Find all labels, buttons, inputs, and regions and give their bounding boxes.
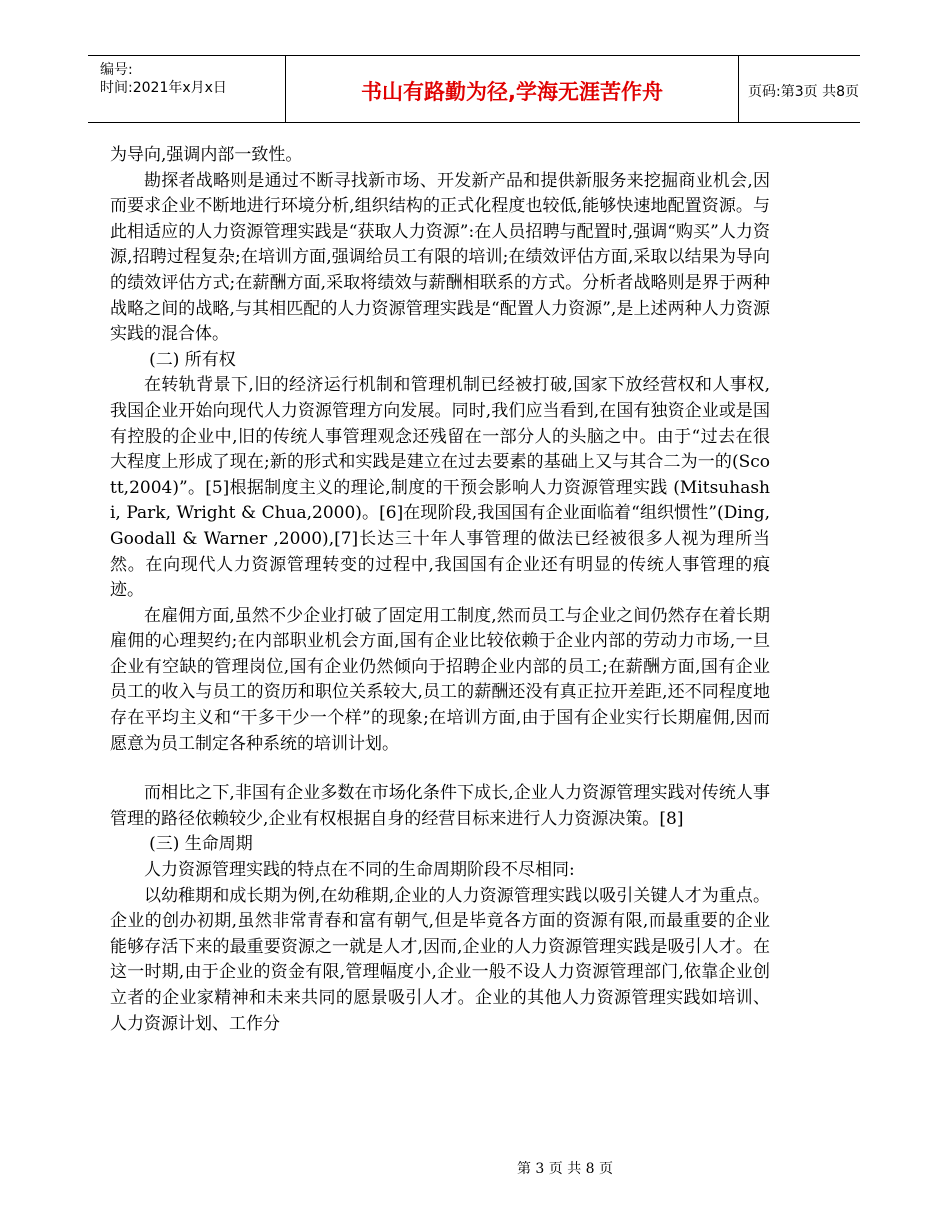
header-page-info: 页码:第3页 共8页 — [748, 84, 859, 100]
body-paragraph: 而相比之下,非国有企业多数在市场化条件下成长,企业人力资源管理实践对传统人事管理的路径依赖较少,企业有权根据自身的经营目标来进行人力资源决策。[8] — [110, 783, 770, 829]
body-paragraph: 人力资源管理实践的特点在不同的生命周期阶段不尽相同: — [144, 860, 575, 881]
body-paragraph: 勘探者战略则是通过不断寻找新市场、开发新产品和提供新服务来挖掘商业机会,因而要求企业不断地进行环境分析,组织结构的正式化程度也较低,能够快速地配置资源。与此相适应的人力资源管理实践是“获取人力资源”:在人员招聘与配置时,强调“购买”人力资源,招聘过程复杂;在培训方面,强调给员工有限的培训;在绩效评估方面,采取以结果为导向的绩效评估方式;在薪酬方面,采取将绩效与薪酬相联系的方式。分析者战略则是界于两种战略之间的战略,与其相匹配的人力资源管理实践是“配置人力资源”,是上述两种人力资源实践的混合体。 — [110, 170, 770, 345]
header-page-cell — [738, 56, 860, 122]
header-motto-cell — [285, 56, 739, 122]
section-heading: (三) 生命周期 — [149, 834, 253, 855]
section-heading: (二) 所有权 — [149, 349, 236, 370]
body-paragraph: 以幼稚期和成长期为例,在幼稚期,企业的人力资源管理实践以吸引关键人才为重点。企业的创办初期,虽然非常青春和富有朝气,但是毕竟各方面的资源有限,而最重要的企业能够存活下来的最重要资源之一就是人才,因而,企业的人力资源管理实践是吸引人才。在这一时期,由于企业的资金有限,管理幅度小,企业一般不设人力资源管理部门,依靠企业创立者的企业家精神和未来共同的愿景吸引人才。企业的其他人力资源管理实践如培训、人力资源计划、工作分 — [110, 885, 770, 1034]
footer-page-number: 第 3 页 共 8 页 — [516, 1161, 614, 1177]
body-paragraph: 为导向,强调内部一致性。 — [110, 145, 303, 165]
document-number-label: 编号: — [100, 62, 133, 78]
page-header — [88, 55, 860, 123]
header-meta-cell — [88, 56, 285, 122]
header-motto: 书山有路勤为径,学海无涯苦作舟 — [361, 80, 663, 104]
document-time-label: 时间:2021年x月x日 — [100, 80, 227, 96]
page-footer — [0, 1158, 950, 1178]
document-body — [110, 143, 770, 1037]
body-paragraph: 在雇佣方面,虽然不少企业打破了固定用工制度,然而员工与企业之间仍然存在着长期雇佣的心理契约;在内部职业机会方面,国有企业比较依赖于企业内部的劳动力市场,一旦企业有空缺的管理岗位,国有企业仍然倾向于招聘企业内部的员工;在薪酬方面,国有企业员工的收入与员工的资历和职位关系较大,员工的薪酬还没有真正拉开差距,还不同程度地存在平均主义和“干多干少一个样”的现象;在培训方面,由于国有企业实行长期雇佣,因而愿意为员工制定各种系统的培训计划。 — [110, 605, 770, 754]
body-paragraph: 在转轨背景下,旧的经济运行机制和管理机制已经被打破,国家下放经营权和人事权,我国企业开始向现代人力资源管理方向发展。同时,我们应当看到,在国有独资企业或是国有控股的企业中,旧的传统人事管理观念还残留在一部分人的头脑之中。由于“过去在很大程度上形成了现在;新的形式和实践是建立在过去要素的基础上又与其合二为一的(Scott,2004)”。[5]根据制度主义的理论,制度的干预会影响人力资源管理实践 (Mitsuhashi, Park, Wright & Chua,2000)。[6]在现阶段,我国国有企业面临着“组织惯性”(Ding, Goodall & Warner ,2000),[7]长达三十年人事管理的做法已经被很多人视为理所当然。在向现代人力资源管理转变的过程中,我国国有企业还有明显的传统人事管理的痕迹。 — [110, 375, 770, 601]
